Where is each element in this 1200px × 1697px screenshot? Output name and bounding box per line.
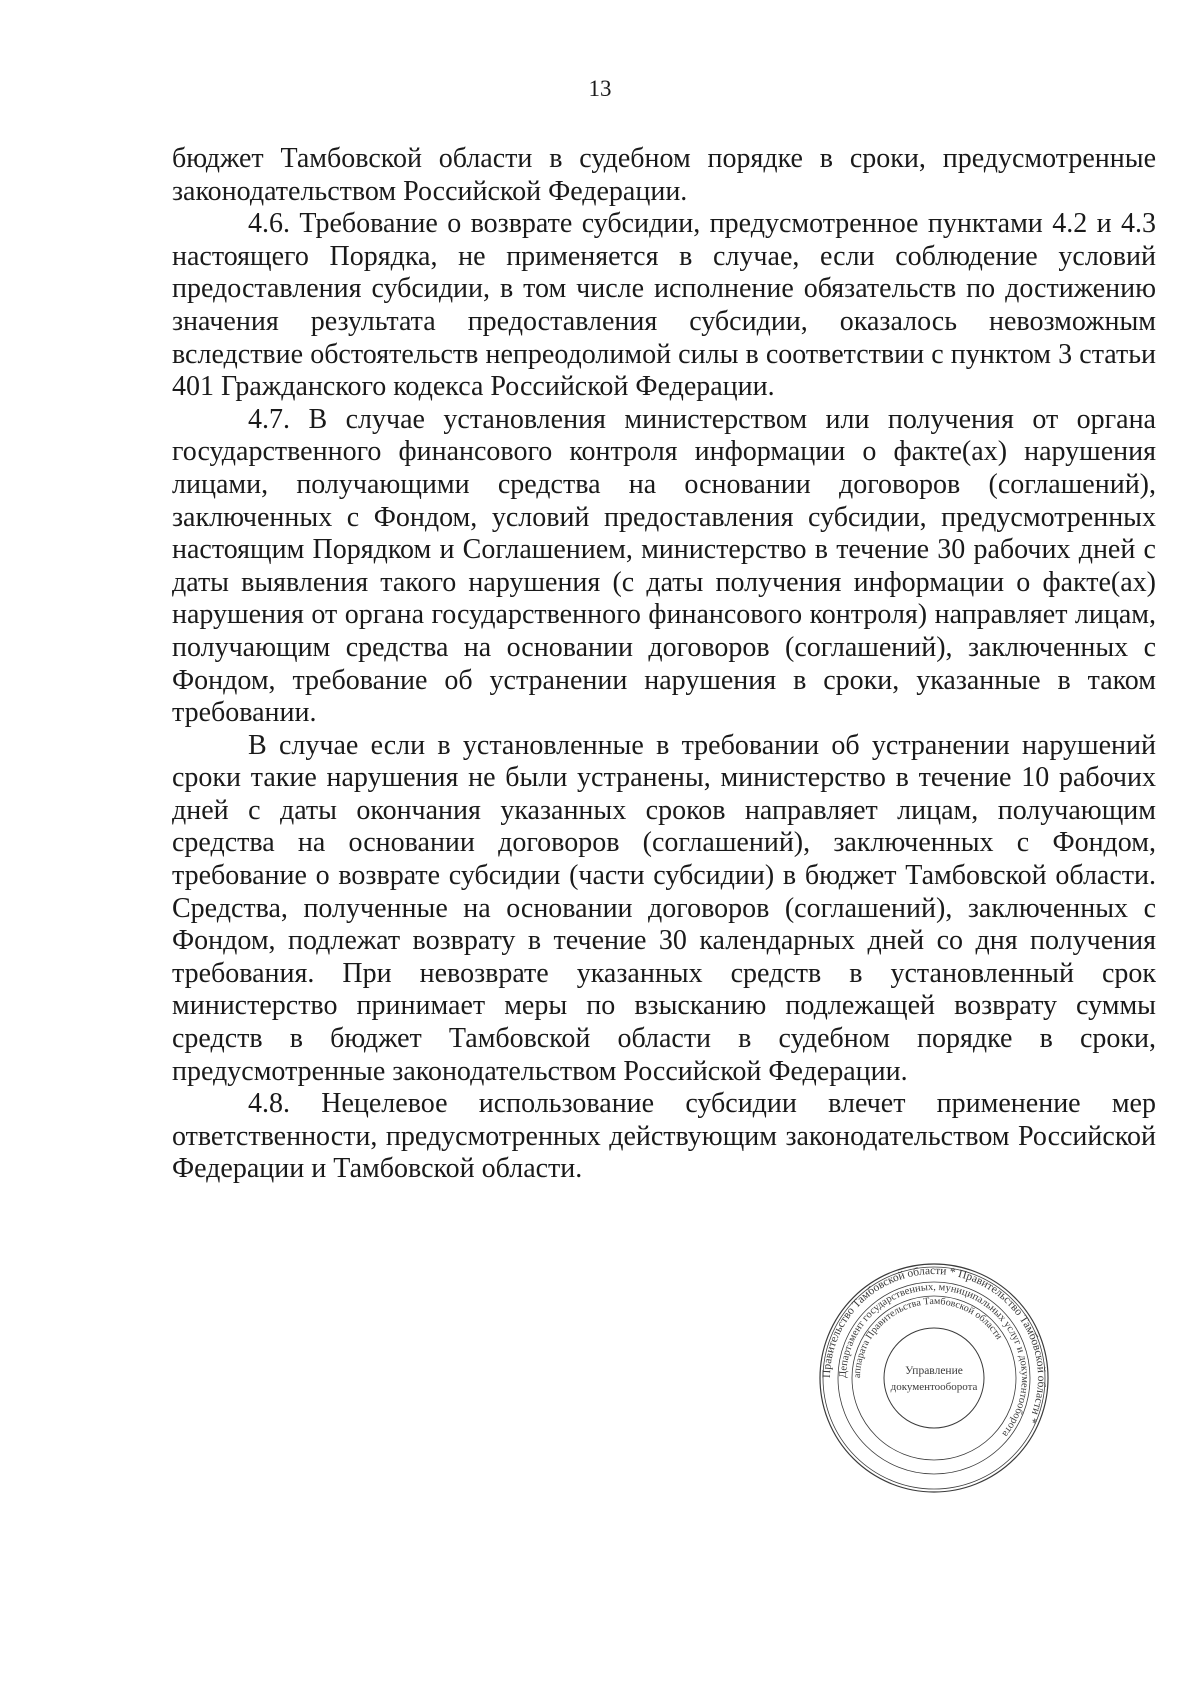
stamp-center-line2: документооборота [890,1381,978,1393]
document-body [172,143,1156,1186]
stamp-middle-ring-text: Департамент государственных, муниципальных услуг и документооборота [837,1281,1031,1439]
paragraph-continuation: бюджет Тамбовской области в судебном порядке в сроки, предусмотренные законодательством Российской Федерации. [172,143,1156,207]
stamp-seal [818,1262,1050,1494]
paragraph-4-8: 4.8. Нецелевое использование субсидии влечет применение мер ответственности, предусмотренных действующим законодательством Российской Федерации и Тамбовской области. [172,1088,1156,1185]
paragraph-4-7-continued: В случае если в установленные в требовании об устранении нарушений сроки такие нарушения не были устранены, министерство в течение 10 рабочих дней с даты окончания указанных сроков направляет лицам, получающим средства на основании договоров (соглашений), заключенных с Фондом, требование о возврате субсидии (части субсидии) в бюджет Тамбовской области. Средства, полученные на основании договоров (соглашений), заключенных с Фондом, подлежат возврату в течение 30 календарных дней со дня получения требования. При невозврате указанных средств в установленный срок министерство принимает меры по взысканию подлежащей возврату суммы средств в бюджет Тамбовской области в судебном порядке в сроки, предусмотренные законодательством Российской Федерации. [172,729,1156,1087]
document-stamp [818,1262,1050,1494]
page-number: 13 [588,76,612,101]
paragraph-4-6: 4.6. Требование о возврате субсидии, предусмотренное пунктами 4.2 и 4.3 настоящего Порядка, не применяется в случае, если соблюдение условий предоставления субсидии, в том числе исполнение обязательств по достижению значения результата предоставления субсидии, оказалось невозможным вследствие обстоятельств непреодолимой силы в соответствии с пунктом 3 статьи 401 Гражданского кодекса Российской Федерации. [172,208,1156,403]
stamp-center-line1: Управление [905,1365,963,1377]
stamp-inner-ring-text: аппарата Правительства Тамбовской области [851,1295,1005,1379]
paragraph-4-7: 4.7. В случае установления министерством или получения от органа государственного финансового контроля информации о факте(ах) нарушения лицами, получающими средства на основании договоров (соглашений), заключенных с Фондом, условий предоставления субсидии, предусмотренных настоящим Порядком и Соглашением, министерство в течение 30 рабочих дней с даты выявления такого нарушения (с даты получения информации о факте(ах) нарушения от органа государственного финансового контроля) направляет лицам, получающим средства на основании договоров (соглашений), заключенных с Фондом, требование об устранении нарушения в сроки, указанные в таком требовании. [172,403,1156,729]
stamp-outer-ring-text: Правительство Тамбовской области * Правительство Тамбовской области * [820,1264,1048,1426]
